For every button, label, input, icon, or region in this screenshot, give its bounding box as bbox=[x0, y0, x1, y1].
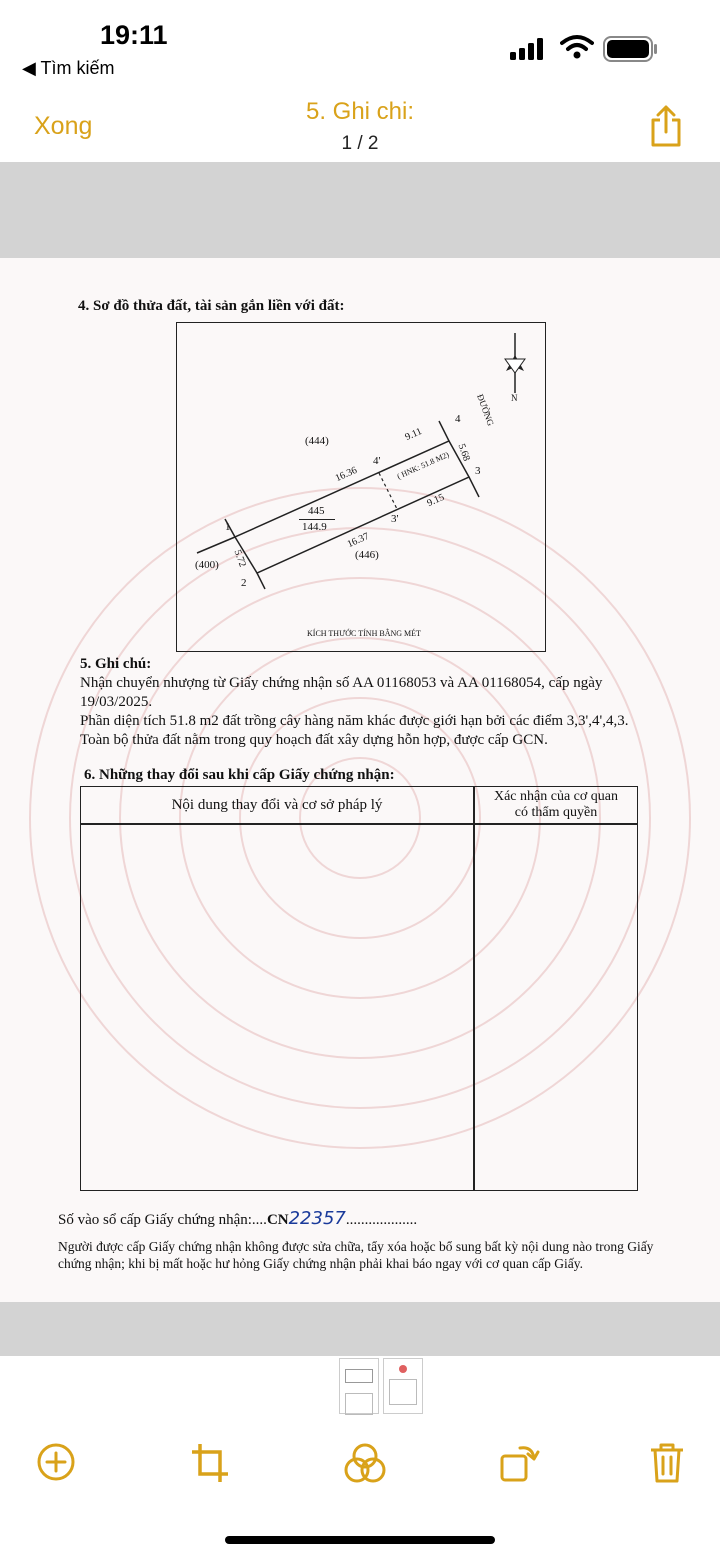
share-icon[interactable] bbox=[648, 104, 684, 148]
registry-number: 22357 bbox=[288, 1208, 346, 1229]
label-len-top-left: 16.36 bbox=[333, 464, 359, 485]
registry-line bbox=[58, 1208, 417, 1229]
column-header-confirmation-line2: có thẩm quyền bbox=[514, 805, 598, 820]
plot-sketch bbox=[177, 323, 544, 650]
page-indicator: 1 / 2 bbox=[341, 133, 379, 154]
column-header-confirmation bbox=[475, 789, 637, 821]
markup-icon[interactable] bbox=[342, 1442, 388, 1486]
home-indicator[interactable] bbox=[225, 1536, 495, 1544]
registry-prefix: CN bbox=[266, 1212, 289, 1228]
crop-icon[interactable] bbox=[190, 1442, 230, 1484]
label-point-3: 3 bbox=[475, 465, 481, 477]
label-point-2: 2 bbox=[241, 577, 247, 589]
cellular-signal-icon bbox=[510, 38, 546, 60]
note-line-4: Toàn bộ thửa đất nằm trong quy hoạch đất xây dựng hỗn hợp, được cấp GCN. bbox=[80, 732, 548, 748]
label-point-4prime: 4' bbox=[373, 455, 381, 467]
parcel-fraction-line bbox=[299, 519, 335, 520]
document-title: 5. Ghi chi: bbox=[305, 98, 415, 125]
column-header-confirmation-line1: Xác nhận của cơ quan bbox=[493, 789, 618, 804]
trash-icon[interactable] bbox=[648, 1442, 686, 1484]
label-len-right: 5.68 bbox=[455, 442, 472, 463]
registry-label: Số vào sổ cấp Giấy chứng nhận:.... bbox=[58, 1212, 267, 1228]
rotate-icon[interactable] bbox=[498, 1442, 540, 1484]
registry-dots: ................... bbox=[345, 1212, 418, 1228]
label-parcel-area: 144.9 bbox=[302, 521, 327, 533]
changes-table bbox=[80, 786, 638, 1191]
footer-note: Người được cấp Giấy chứng nhận không được sửa chữa, tẩy xóa hoặc bổ sung bất kỳ nội dung nào trong Giấy chứng nhận; khi bị mất hoặc hư hỏng Giấy chứng nhận phải khai báo ngay với cơ quan cấp Giấy. bbox=[58, 1239, 654, 1271]
done-button[interactable]: Xong bbox=[34, 112, 93, 140]
note-line-3: Phần diện tích 51.8 m2 đất trồng cây hàng năm khác được giới hạn bởi các điểm 3,3',4',4,3. bbox=[80, 713, 629, 729]
label-point-1: 1 bbox=[225, 521, 231, 533]
label-len-bottom-right: 9.15 bbox=[425, 491, 446, 510]
page-thumbnail-2[interactable] bbox=[383, 1358, 423, 1414]
wifi-icon bbox=[560, 34, 594, 60]
page-gap-bottom bbox=[0, 1302, 720, 1356]
section5-notes bbox=[80, 655, 680, 750]
label-point-3prime: 3' bbox=[391, 513, 399, 525]
label-len-bottom-left: 16.37 bbox=[345, 530, 371, 551]
add-icon[interactable] bbox=[36, 1442, 76, 1482]
label-parcel-400: (400) bbox=[195, 559, 219, 571]
document-page[interactable] bbox=[0, 258, 720, 1302]
status-time: 19:11 bbox=[100, 20, 168, 50]
section6-title: 6. Những thay đổi sau khi cấp Giấy chứng nhận: bbox=[84, 767, 395, 783]
back-to-search-link[interactable]: ◀ Tìm kiếm bbox=[22, 58, 115, 78]
label-north: N bbox=[511, 393, 518, 403]
label-scale-note: KÍCH THƯỚC TÍNH BẰNG MÉT bbox=[307, 629, 421, 638]
section4-title: 4. Sơ đồ thửa đất, tài sản gắn liền với đất: bbox=[78, 298, 345, 314]
label-hnk-area: ( HNK: 51.8 M2) bbox=[395, 450, 451, 481]
label-parcel-number: 445 bbox=[308, 505, 325, 517]
note-line-1: Nhận chuyển nhượng từ Giấy chứng nhận số AA 01168053 và AA 01168054, cấp ngày bbox=[80, 675, 603, 691]
label-len-top-right: 9.11 bbox=[403, 425, 424, 444]
column-header-changes: Nội dung thay đổi và cơ sở pháp lý bbox=[171, 797, 383, 813]
label-parcel-446: (446) bbox=[355, 549, 379, 561]
label-road: ĐƯỜNG bbox=[475, 392, 496, 428]
land-plot-diagram bbox=[176, 322, 546, 652]
label-parcel-444: (444) bbox=[305, 435, 329, 447]
page-thumbnail-1[interactable] bbox=[339, 1358, 379, 1414]
status-bar bbox=[0, 0, 720, 90]
page-gap-top bbox=[0, 162, 720, 258]
table-header-divider bbox=[81, 823, 637, 825]
label-point-4: 4 bbox=[455, 413, 461, 425]
table-divider bbox=[473, 787, 475, 1190]
battery-icon bbox=[603, 36, 659, 62]
note-line-2: 19/03/2025. bbox=[80, 694, 153, 710]
section5-title: 5. Ghi chú: bbox=[80, 656, 152, 672]
label-len-left: 5.72 bbox=[231, 548, 248, 569]
